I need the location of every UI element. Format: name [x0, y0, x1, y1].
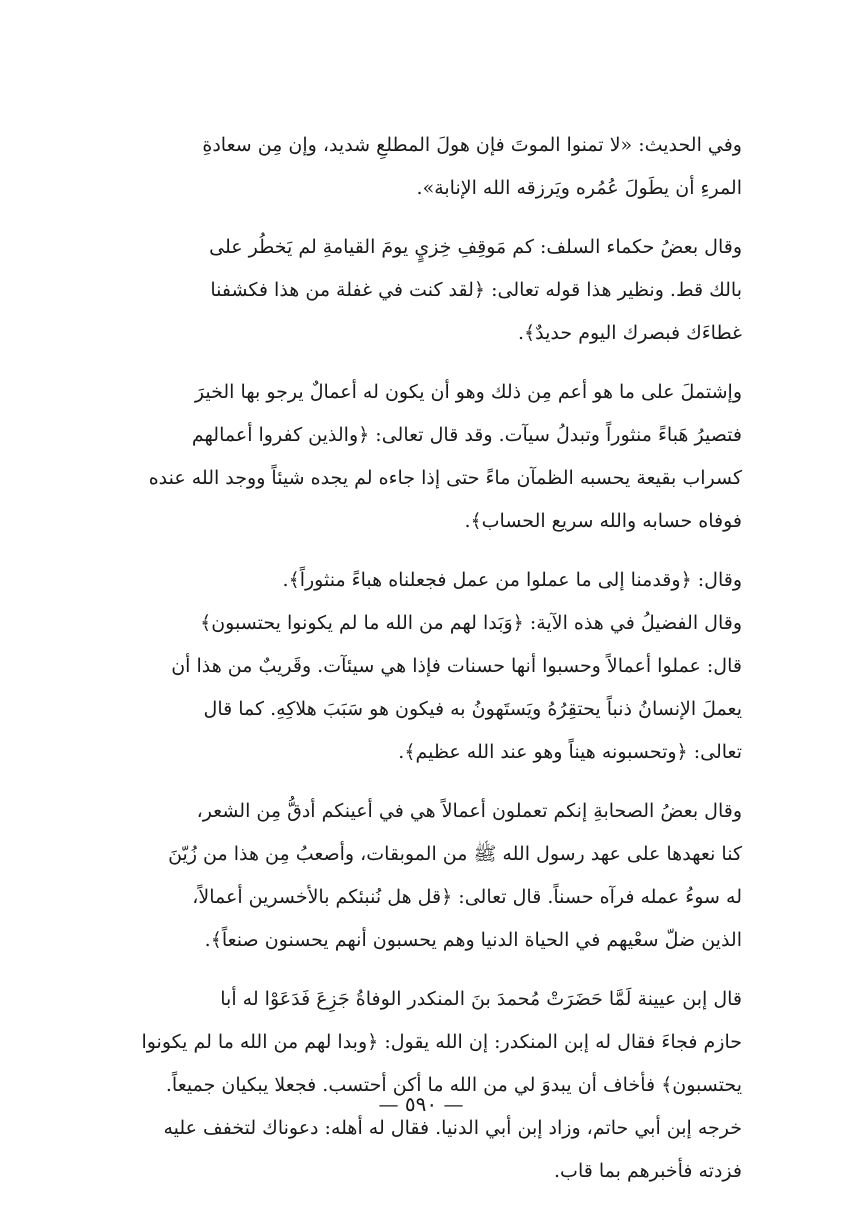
text-line: وقال بعضُ حكماء السلف: كم مَوقِفِ خِزيٍ يومَ القيامةِ لم يَخطُر على	[209, 236, 742, 258]
text-line: وقال الفضيلُ في هذه الآية: ﴿وَبَدا لهم من الله ما لم يكونوا يحتسبون﴾	[200, 612, 742, 634]
paragraph	[84, 226, 764, 355]
text-line: كنا نعهدها على عهد رسول الله ﷺ من الموبقات، وأصعبُ مِن هذا من زُيّنَ	[168, 843, 742, 865]
text-line: بالك قط. ونظير هذا قوله تعالى: ﴿لقد كنت في غفلة من هذا فكشفنا	[210, 279, 742, 301]
paragraph	[84, 371, 764, 543]
text-line: كسراب بقيعة يحسبه الظمآن ماءً حتى إذا جاءه لم يجده شيئاً ووجد الله عنده	[148, 467, 742, 489]
text-line: غطاءَك فبصرك اليوم حديدٌ﴾.	[518, 322, 742, 344]
text-line: المرءِ أن يطَولَ عُمُره ويَرزقه الله الإنابة».	[416, 177, 742, 199]
paragraph	[84, 790, 764, 962]
page-number: — ٥٩٠ —	[378, 1092, 464, 1116]
paragraph	[84, 978, 764, 1193]
text-line: خرجه إبن أبي حاتم، وزاد إبن أبي الدنيا. فقال له أهله: دعوناك لتخفف عليه	[163, 1117, 742, 1139]
text-line: قال: عملوا أعمالاً وحسبوا أنها حسنات فإذا هي سيئآت. وقَريبٌ من هذا أن	[171, 655, 742, 677]
text-line: حازم فجاءَ فقال له إبن المنكدر: إن الله يقول: ﴿وبدا لهم من الله ما لم يكونوا	[141, 1031, 742, 1053]
text-line: الذين ضلّ سعْيهم في الحياة الدنيا وهم يحسبون أنهم يحسنون صنعاً﴾.	[204, 929, 742, 951]
text-line: فتصيرُ هَباءً منثوراً وتبدلُ سيآت. وقد قال تعالى: ﴿والذين كفروا أعمالهم	[191, 424, 742, 446]
text-line: له سوءُ عمله فرآه حسناً. قال تعالى: ﴿قل هل نُنبئكم بالأخسرين أعمالاً،	[192, 886, 742, 908]
text-line: فزدته فأخبرهم بما قاب.	[554, 1160, 742, 1182]
text-body	[84, 124, 764, 1209]
text-line: فوفاه حسابه والله سريع الحساب﴾.	[464, 510, 742, 532]
text-line: قال إبن عيينة لَمَّا حَضَرَتْ مُحمدَ بنَ المنكدر الوفاةُ جَزِعَ فَدَعَوْا له أبا	[220, 988, 742, 1010]
text-line: يعملَ الإنسانُ ذنباً يحتقِرُهُ ويَستَهونُ به فيكون هو سَبَبَ هلاكِهِ. كما قال	[203, 698, 742, 720]
text-line: وقال بعضُ الصحابةِ إنكم تعملون أعمالاً هي في أعينكم أدقُّ مِن الشعر،	[196, 800, 742, 822]
text-line: وفي الحديث: «لا تمنوا الموتَ فإن هولَ المطلعِ شديد، وإن مِن سعادةِ	[202, 134, 742, 156]
text-line: وقال: ﴿وقدمنا إلى ما عملوا من عمل فجعلناه هباءً منثوراً﴾.	[282, 569, 742, 591]
paragraph	[84, 124, 764, 210]
paragraph	[84, 559, 764, 602]
text-line: تعالى: ﴿وتحسبونه هيناً وهو عند الله عظيم﴾.	[398, 741, 742, 763]
paragraph	[84, 602, 764, 774]
text-line: وإشتملَ على ما هو أعم مِن ذلك وهو أن يكون له أعمالٌ يرجو بها الخيرَ	[194, 381, 742, 403]
text-line: يحتسبون﴾ فأخاف أن يبدوَ لي من الله ما أكن أحتسب. فجعلا يبكيان جميعاً.	[165, 1074, 742, 1096]
